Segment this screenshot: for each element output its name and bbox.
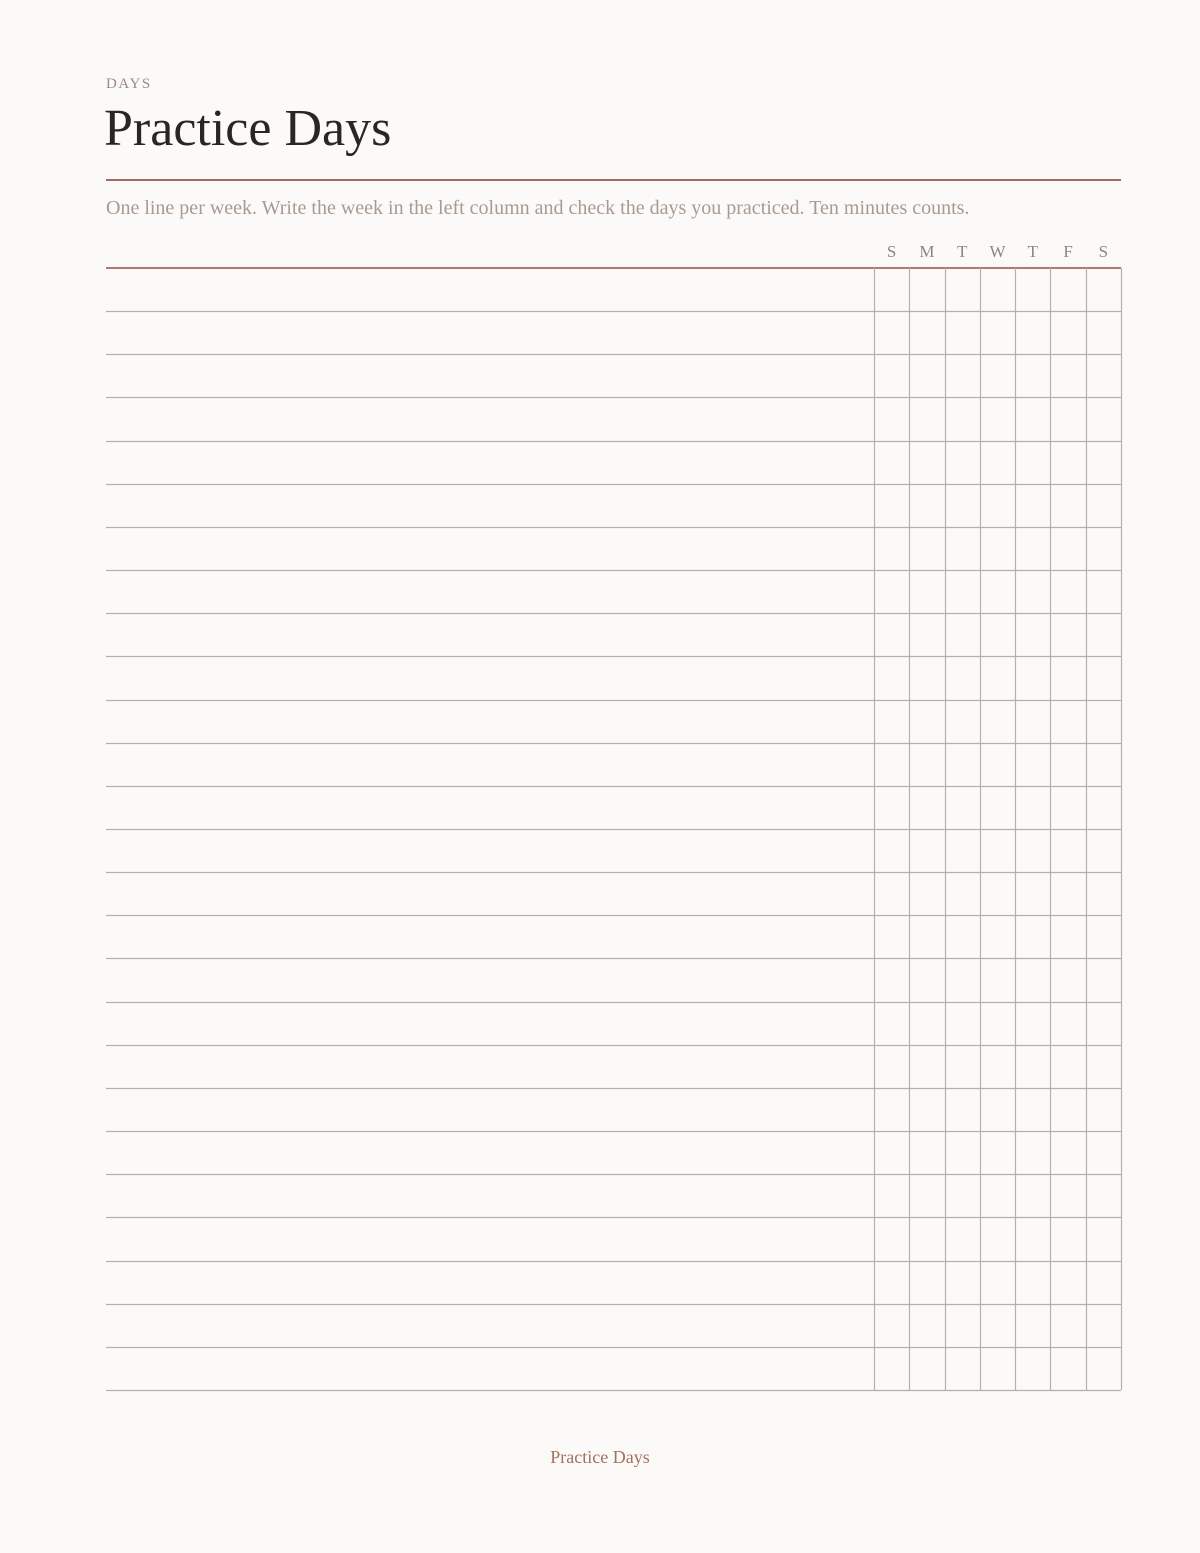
- day-header-wednesday: W: [989, 242, 1006, 261]
- day-header-monday: M: [919, 242, 935, 261]
- day-header-thursday: T: [1027, 242, 1038, 261]
- day-header-friday: F: [1063, 242, 1073, 261]
- page-instructions: One line per week. Write the week in the left column and check the days you practiced. Ten minutes counts.: [106, 197, 970, 219]
- day-header-tuesday: T: [957, 242, 968, 261]
- page-eyebrow: DAYS: [106, 76, 152, 92]
- page-title: Practice Days: [104, 100, 392, 157]
- page-footer: Practice Days: [550, 1447, 650, 1467]
- day-header-sunday: S: [886, 242, 897, 261]
- day-header-saturday: S: [1098, 242, 1109, 261]
